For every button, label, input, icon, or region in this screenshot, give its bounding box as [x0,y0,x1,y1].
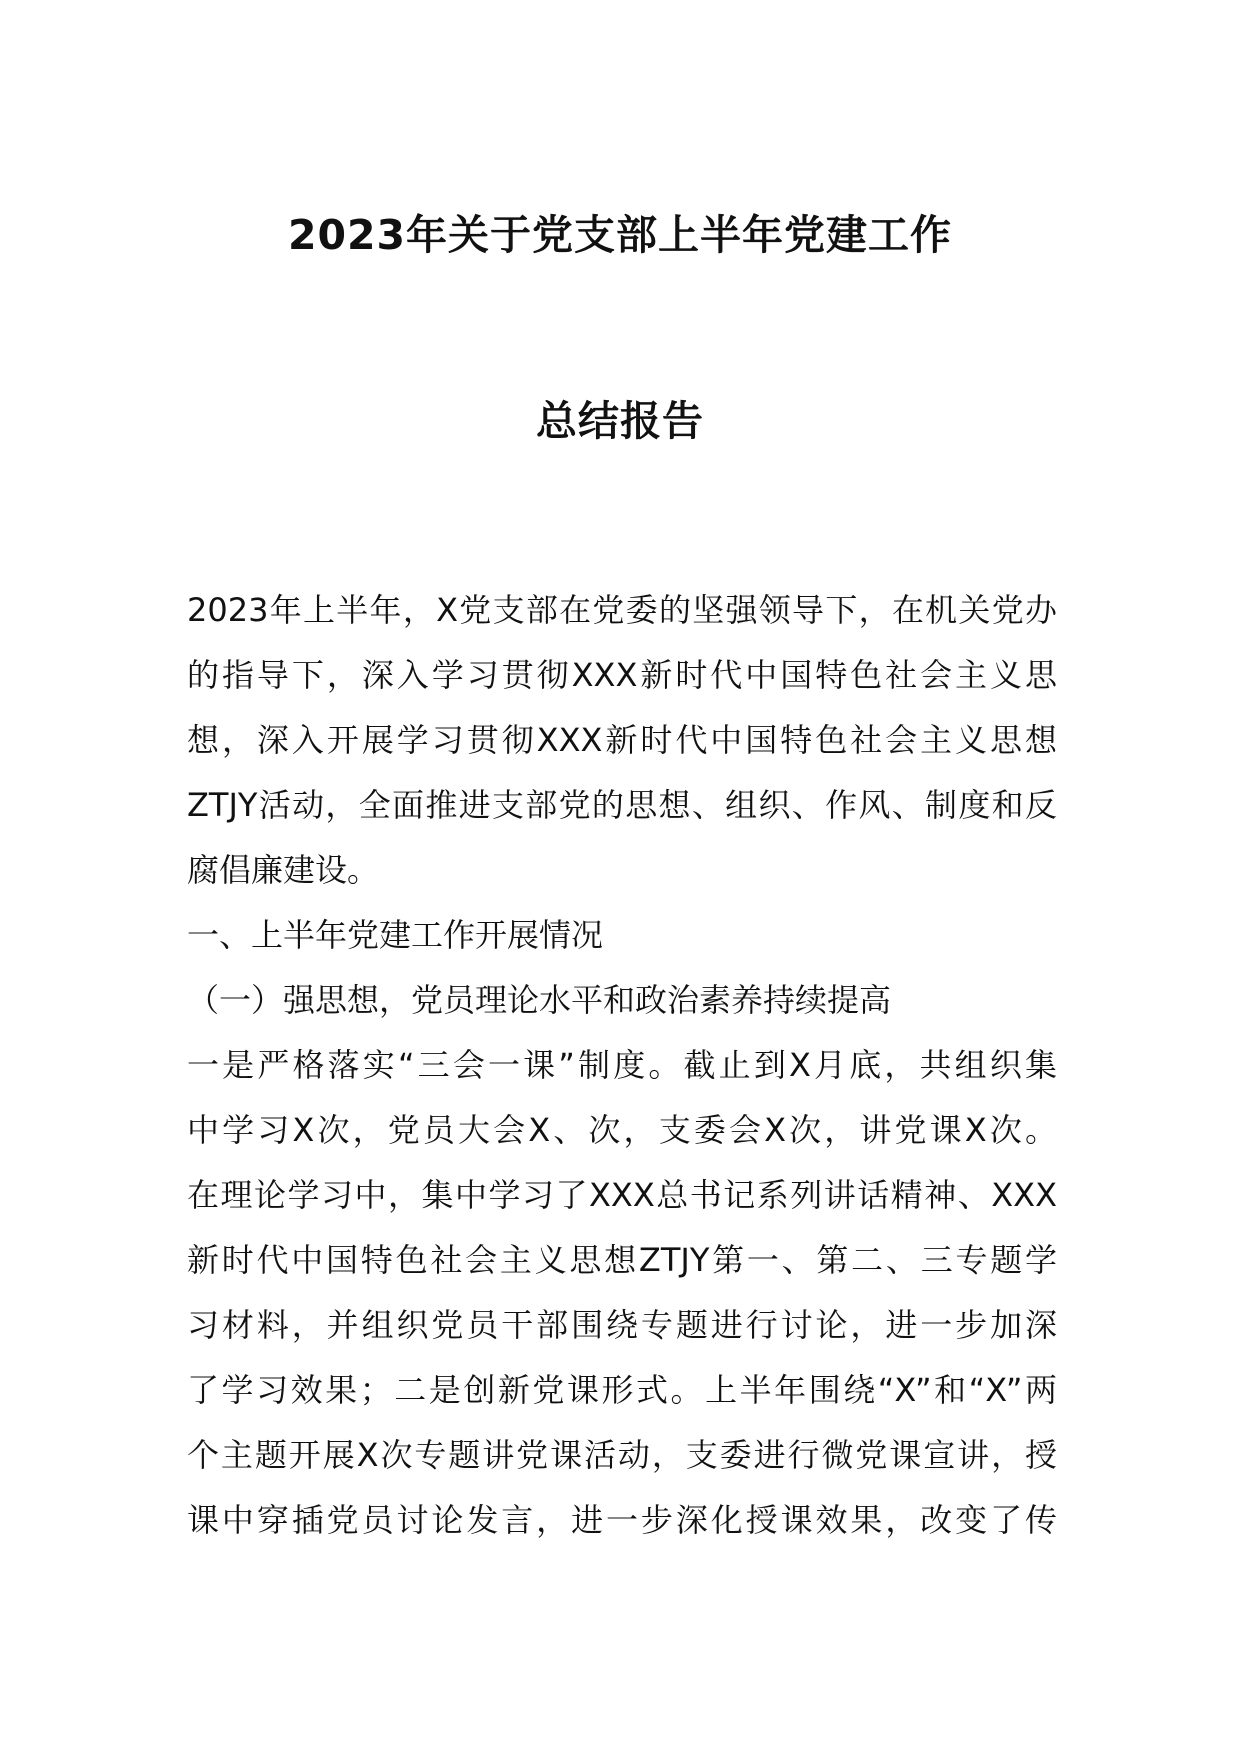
body-line: 腐倡廉建设。 [187,851,380,889]
body-line: 了学习效果；二是创新党课形式。上半年围绕“X”和“X”两 [187,1371,1057,1409]
body-line: 个主题开展X次专题讲党课活动，支委进行微党课宣讲，授 [187,1436,1057,1474]
document-title-line-1: 2023年关于党支部上半年党建工作 [287,211,953,259]
body-line: 习材料，并组织党员干部围绕专题进行讨论，进一步加深 [187,1306,1057,1344]
section-heading: 一、上半年党建工作开展情况 [187,916,604,954]
document-title-line-2: 总结报告 [536,397,704,445]
body-line: 的指导下，深入学习贯彻XXX新时代中国特色社会主义思 [187,656,1057,694]
body-line: 想，深入开展学习贯彻XXX新时代中国特色社会主义思想 [187,721,1057,759]
body-line: ZTJY活动，全面推进支部党的思想、组织、作风、制度和反 [187,786,1057,824]
body-line: 一是严格落实“三会一课”制度。截止到X月底，共组织集 [187,1046,1057,1084]
document-body [187,578,1057,1553]
body-line: 课中穿插党员讨论发言，进一步深化授课效果，改变了传 [187,1501,1057,1539]
body-line: 新时代中国特色社会主义思想ZTJY第一、第二、三专题学 [187,1241,1057,1279]
body-line: 中学习X次，党员大会X、次，支委会X次，讲党课X次。 [187,1111,1057,1149]
subsection-heading: （一）强思想，党员理论水平和政治素养持续提高 [187,981,892,1019]
body-line: 在理论学习中，集中学习了XXX总书记系列讲话精神、XXX [187,1176,1057,1214]
body-line: 2023年上半年，X党支部在党委的坚强领导下，在机关党办 [187,591,1057,629]
